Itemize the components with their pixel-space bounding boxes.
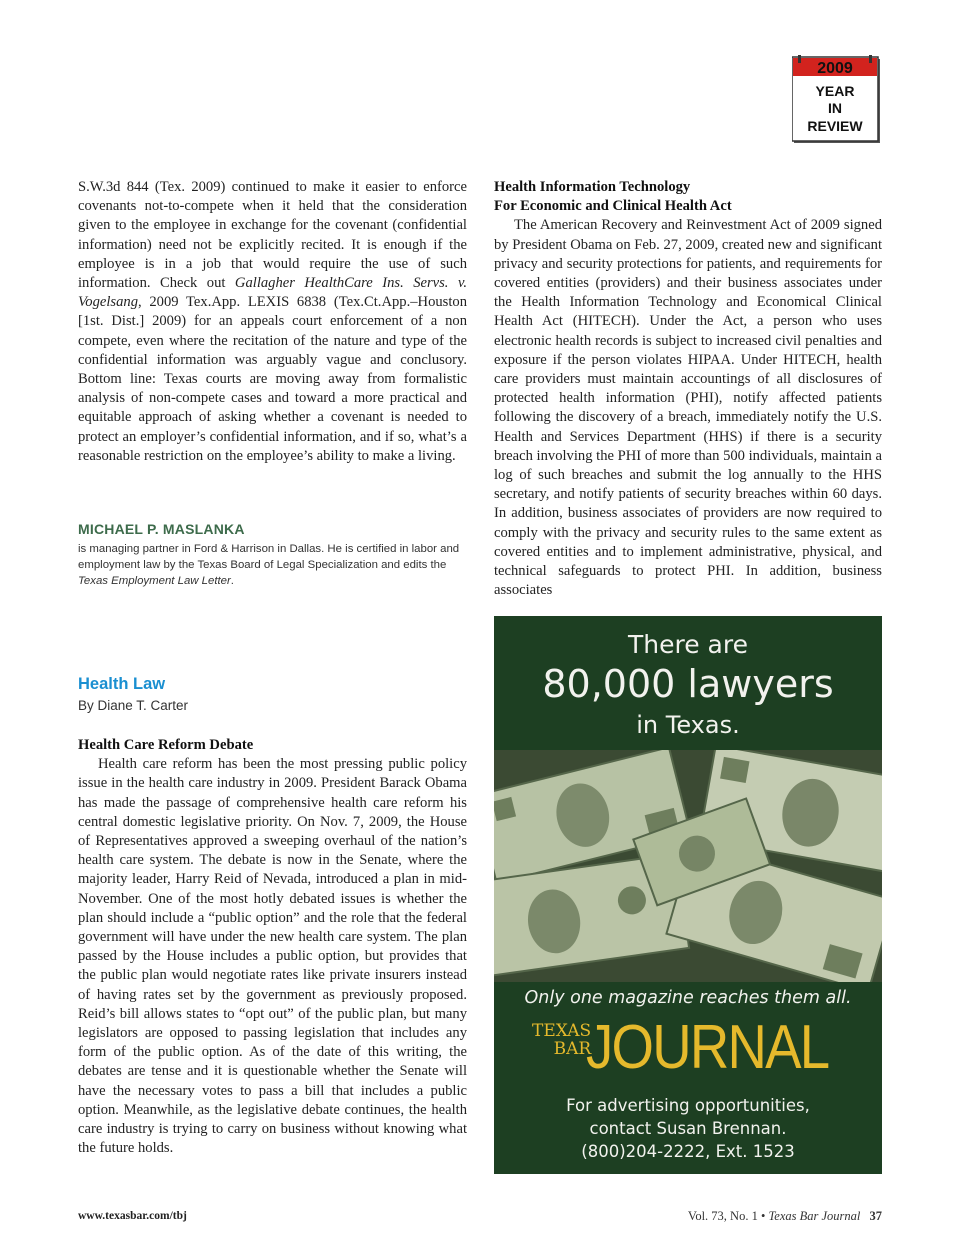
author-name: MICHAEL P. MASLANKA xyxy=(78,521,245,537)
footer-volume: Vol. 73, No. 1 xyxy=(687,1209,758,1223)
hitech-article xyxy=(494,178,882,600)
ad-contact-line1: For advertising opportunities, xyxy=(566,1096,810,1115)
ad-contact-line2: contact Susan Brennan. xyxy=(589,1119,787,1138)
footer-bullet: • xyxy=(760,1209,766,1223)
case-citation: Gallagher HealthCare Ins. Servs. v. Vogelsang xyxy=(78,275,467,311)
ad-line1: There are xyxy=(628,630,748,659)
hitech-paragraph: The American Recovery and Reinvestment Act of 2009 signed by President Obama on Feb. 27, 2009, created new and significant privacy and security protections for patients, and requirements for covered entities (providers) and their business associates under the Health Information Technology and Economical Clinical Health Act (HITECH). Under the Act, a person who uses electronic health records is subject to increased civil penalties and exposure if the person violates HIPAA. Under HITECH, health care providers must maintain accountings of all disclosures of protected health information (PHI), notify affected patients following the discovery of a breach, immediately notify the U.S. Health and Services Department (HHS) if there is a security breach involving the PHI of more than 500 individuals, maintain a log of such breaches and submit the log annually to the HHS secretary, and notify patients of security breaches within 60 days. In addition, business associates of providers are now required to comply with the privacy and security rules to the same extent as covered entities and to implement administrative, physical, and technical safeguards to protect PHI. In addition, business associates xyxy=(494,217,882,599)
publication-name: Texas Employment Law Letter xyxy=(78,575,231,587)
badge-year: 2009 xyxy=(817,60,853,77)
left-article-paragraph: S.W.3d 844 (Tex. 2009) continued to make it easier to enforce covenants not-to-compete when it held that the consideration given to the employee in exchange for the covenant (confidential information) need not be explicitly recited. It is enough if the employee is in a job that would require the use of such information. Check out Gallagher HealthCare Ins. Servs. v. Vogelsang, 2009 Tex.App. LEXIS 6838 (Tex.Ct.App.–Houston [1st. Dist.] 2009) for an appeals court enforcement of a non compete, even where the recitation of the nature and type of the confidential information was arguably vague and conclusory. Bottom line: Texas courts are moving away from formalistic analysis of non-compete cases and toward a more practical and equitable approach of asking whether a covenant is needed to protect an employer’s confidential information, and if so, what’s a reasonable restriction on the employee’s ability to make a living. xyxy=(78,179,467,464)
year-in-review-badge xyxy=(792,55,882,145)
footer-page-info xyxy=(688,1209,882,1224)
subhead-hitech-2: For Economic and Clinical Health Act xyxy=(494,198,732,215)
texas-bar-journal-logo xyxy=(494,1013,882,1096)
left-article xyxy=(78,178,467,466)
section-title-health-law: Health Law xyxy=(78,675,166,693)
byline: By Diane T. Carter xyxy=(78,698,189,713)
footer-url[interactable]: www.texasbar.com/tbj xyxy=(78,1210,187,1222)
money-image xyxy=(494,750,882,982)
ad-contact-phone: (800)204-2222, Ext. 1523 xyxy=(581,1142,795,1161)
advertisement[interactable] xyxy=(494,616,882,1174)
health-law-paragraph: Health care reform has been the most pressing public policy issue in the health care industry in 2009. President Barack Obama has made the passage of comprehensive health care reform his central domestic legislative priority. On Nov. 7, 2009, the House of Representatives approved a sweeping overhaul of the nation’s health care system. The debate is now in the Senate, where the majority leader, Harry Reid of Nevada, introduced a plan in mid-November. One of the most hotly debated issues is whether the plan should include a “public option” and the role that the federal government will have under the new health care system. The plan passed by the House includes a public option, but provides that the public plan would negotiate rates like private insurers instead of having rates set by the government as previously proposed. Reid’s bill allows states to “opt out” of the public plan, but many legislators are opposed to passing legislation that includes any form of the public option. As of the date of this writing, the debates are tense and it is questionable whether the Senate will have the necessary votes to pass a bill that includes a public option. Meanwhile, as the legislative debate continues, the health care industry is trying to carry on business without knowing what the future holds. xyxy=(78,756,467,1157)
ad-headline: 80,000 lawyers xyxy=(542,662,834,706)
subhead-hitech-1: Health Information Technology xyxy=(494,179,691,195)
health-law-article xyxy=(78,736,467,1158)
footer-page-number: 37 xyxy=(869,1209,882,1223)
ad-contact xyxy=(494,1094,882,1163)
ad-tagline: Only one magazine reaches them all. xyxy=(524,988,852,1008)
badge-line3: REVIEW xyxy=(807,118,863,134)
subhead-reform-debate: Health Care Reform Debate xyxy=(78,737,254,753)
ad-line3: in Texas. xyxy=(636,711,740,739)
author-bio: is managing partner in Ford & Harrison in Dallas. He is certified in labor and employment law by the Texas Board of Legal Specialization and edits the Texas Employment Law Letter. xyxy=(78,543,460,587)
badge-line1: YEAR xyxy=(815,83,855,99)
logo-big-text: JOURNAL xyxy=(586,1013,829,1082)
logo-small-text: TEXAS BAR xyxy=(532,1021,592,1059)
badge-line2: IN xyxy=(828,100,842,116)
footer-journal: Texas Bar Journal xyxy=(768,1209,861,1223)
